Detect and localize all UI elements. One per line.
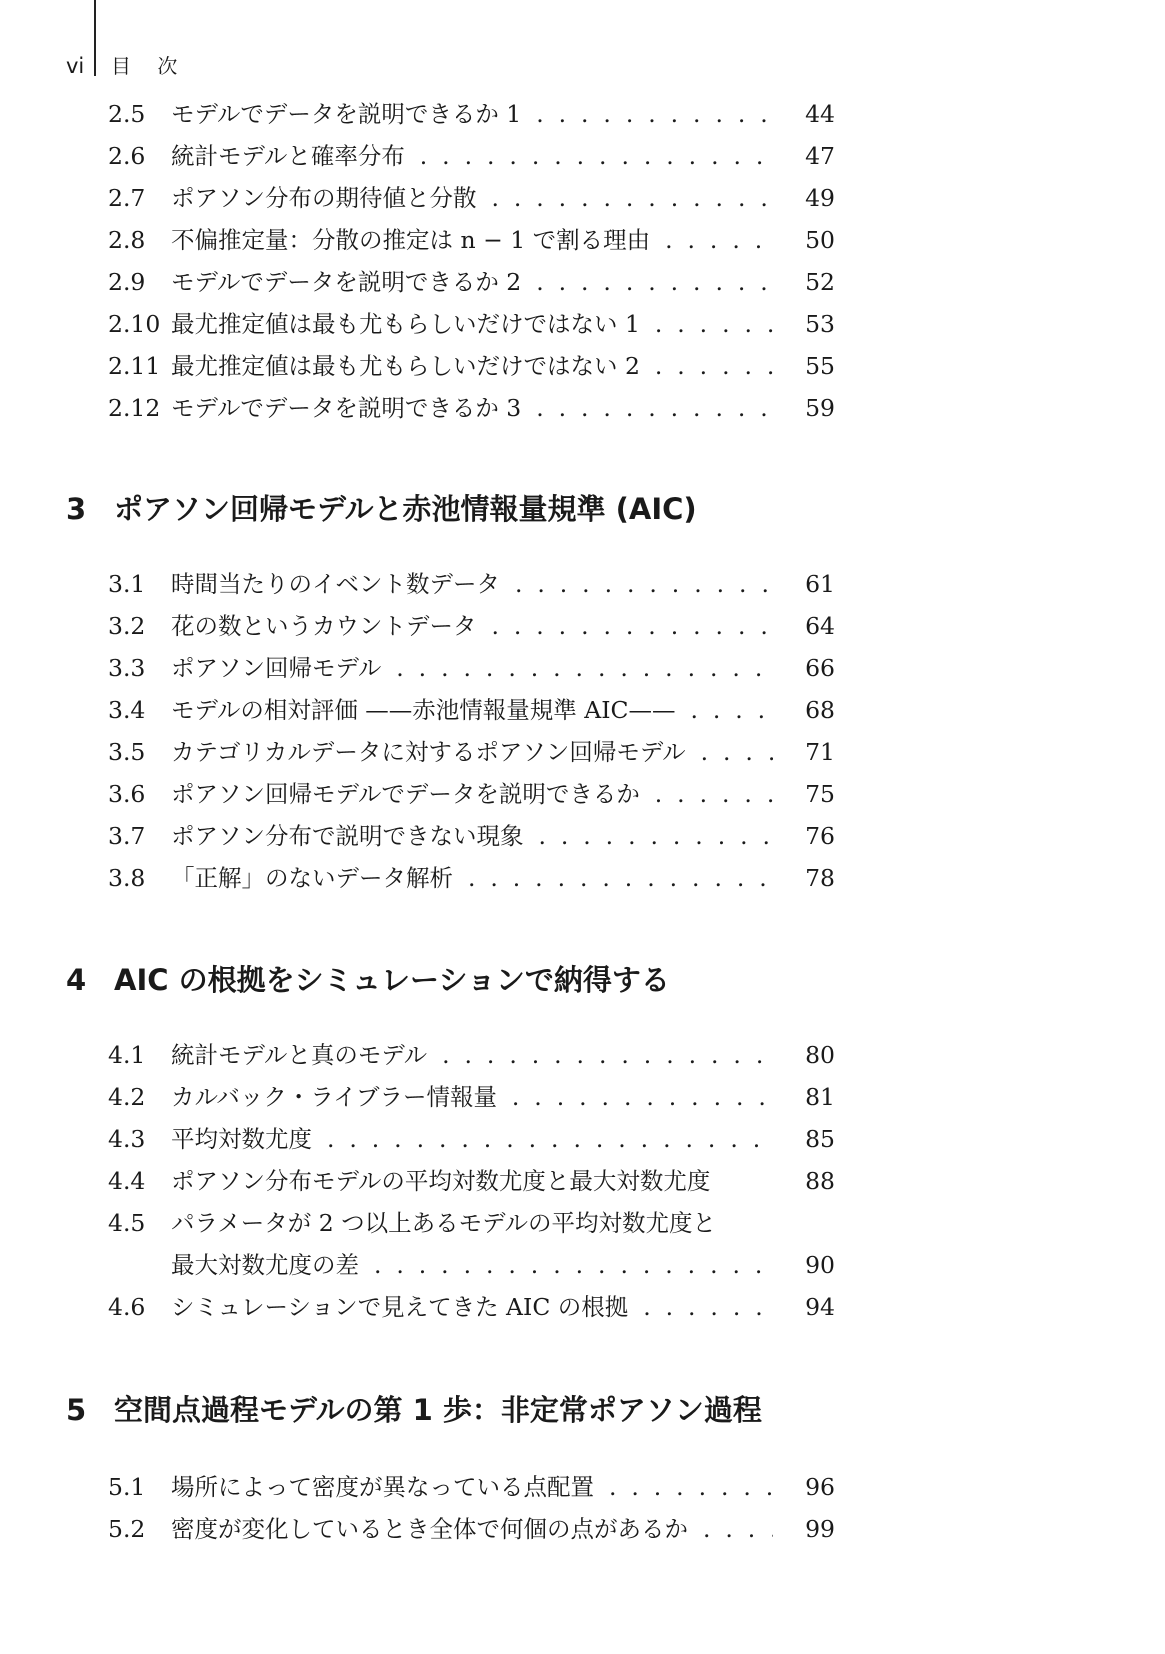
toc-entry[interactable]	[108, 177, 835, 219]
section-number: 3.2	[108, 612, 146, 640]
section-title: モデルでデータを説明できるか 3 . .	[171, 387, 773, 429]
section-title: ポアソン分布モデルの平均対数尤度と最大対数尤度	[171, 1167, 711, 1195]
section-number: 2.9	[108, 268, 146, 296]
section-title: 平均対数尤度 . .	[171, 1118, 773, 1160]
section-title: ポアソン回帰モデル . .	[171, 647, 773, 689]
section-number: 5.2	[108, 1515, 146, 1543]
section-number: 3.6	[108, 780, 146, 808]
page-ref: 85	[805, 1125, 835, 1153]
toc-entry[interactable]	[108, 563, 835, 605]
page-ref: 53	[805, 310, 835, 338]
toc-entry[interactable]	[108, 135, 835, 177]
page-ref: 59	[805, 394, 835, 422]
toc-entry[interactable]	[108, 731, 835, 773]
toc-entry[interactable]	[108, 815, 835, 857]
section-title: ポアソン分布で説明できない現象 . .	[171, 815, 773, 857]
page-ref: 81	[805, 1083, 835, 1111]
toc-entry[interactable]	[108, 303, 835, 345]
running-head: 目 次	[111, 54, 188, 78]
page-ref: 49	[805, 184, 835, 212]
page-ref: 78	[805, 864, 835, 892]
section-title: 花の数というカウントデータ . .	[171, 605, 773, 647]
section-number: 4.1	[108, 1041, 146, 1069]
toc-entry-continuation[interactable]	[108, 1244, 835, 1286]
chapter-number: 4	[66, 963, 87, 997]
section-number: 2.12	[108, 394, 161, 422]
chapter-title: ポアソン回帰モデルと赤池情報量規準 (AIC)	[114, 492, 697, 526]
section-number: 3.7	[108, 822, 146, 850]
section-title: モデルでデータを説明できるか 2 . .	[171, 261, 773, 303]
section-number: 3.5	[108, 738, 146, 766]
toc-entries-chapter-3	[108, 563, 835, 899]
page-ref: 88	[805, 1167, 835, 1195]
section-title: 密度が変化しているとき全体で何個の点があるか . .	[171, 1508, 773, 1550]
page-ref: 47	[805, 142, 835, 170]
toc-entries-chapter-4	[108, 1034, 835, 1328]
section-number: 4.3	[108, 1125, 146, 1153]
section-title: シミュレーションで見えてきた AIC の根拠 . .	[171, 1286, 773, 1328]
page-ref: 80	[805, 1041, 835, 1069]
toc-entry[interactable]	[108, 1508, 835, 1550]
section-number: 4.4	[108, 1167, 146, 1195]
section-title: パラメータが 2 つ以上あるモデルの平均対数尤度と	[171, 1209, 717, 1237]
toc-entry[interactable]	[108, 1076, 835, 1118]
chapter-title: AIC の根拠をシミュレーションで納得する	[114, 963, 670, 997]
page-ref: 71	[805, 738, 835, 766]
page-ref: 90	[805, 1251, 835, 1279]
section-number: 3.3	[108, 654, 146, 682]
toc-entry[interactable]	[108, 1160, 835, 1202]
section-title: モデルの相対評価 ——赤池情報量規準 AIC—— . .	[171, 689, 773, 731]
toc-entry[interactable]	[108, 773, 835, 815]
chapter-heading[interactable]	[66, 487, 697, 528]
toc-entry[interactable]	[108, 857, 835, 899]
page-ref: 66	[805, 654, 835, 682]
section-number: 2.7	[108, 184, 146, 212]
page-ref: 61	[805, 570, 835, 598]
section-title: 不偏推定量：分散の推定は n − 1 で割る理由 . .	[171, 219, 773, 261]
toc-entry[interactable]	[108, 387, 835, 429]
chapter-number: 5	[66, 1393, 87, 1427]
page-ref: 68	[805, 696, 835, 724]
page-ref: 50	[805, 226, 835, 254]
page-ref: 99	[805, 1515, 835, 1543]
section-number: 3.8	[108, 864, 146, 892]
toc-entry[interactable]	[108, 1286, 835, 1328]
section-title: 最大対数尤度の差 . .	[171, 1244, 773, 1286]
toc-entry[interactable]	[108, 1466, 835, 1508]
toc-entry[interactable]	[108, 261, 835, 303]
section-title: モデルでデータを説明できるか 1 . .	[171, 93, 773, 135]
section-number: 2.11	[108, 352, 161, 380]
toc-entries-chapter-2	[108, 93, 835, 429]
page-ref: 96	[805, 1473, 835, 1501]
section-title: 統計モデルと真のモデル . .	[171, 1034, 773, 1076]
section-title: 時間当たりのイベント数データ . .	[171, 563, 773, 605]
page-ref: 94	[805, 1293, 835, 1321]
section-title: 最尤推定値は最も尤もらしいだけではない 1 . .	[171, 303, 773, 345]
chapter-number: 3	[66, 492, 87, 526]
section-number: 2.5	[108, 100, 146, 128]
toc-entry[interactable]	[108, 93, 835, 135]
page-ref: 76	[805, 822, 835, 850]
section-title: 場所によって密度が異なっている点配置 . .	[171, 1466, 773, 1508]
section-title: 「正解」のないデータ解析 . .	[171, 857, 773, 899]
section-number: 2.10	[108, 310, 161, 338]
page-ref: 52	[805, 268, 835, 296]
section-number: 3.1	[108, 570, 146, 598]
toc-entries-chapter-5	[108, 1466, 835, 1550]
section-number: 4.6	[108, 1293, 146, 1321]
section-number: 5.1	[108, 1473, 146, 1501]
toc-entry[interactable]	[108, 1034, 835, 1076]
section-number: 3.4	[108, 696, 146, 724]
toc-entry[interactable]	[108, 605, 835, 647]
toc-entry[interactable]	[108, 1202, 835, 1244]
section-number: 4.2	[108, 1083, 146, 1111]
section-title: ポアソン分布の期待値と分散 . .	[171, 177, 773, 219]
section-title: 最尤推定値は最も尤もらしいだけではない 2 . .	[171, 345, 773, 387]
section-number: 2.6	[108, 142, 146, 170]
chapter-heading[interactable]	[66, 958, 670, 999]
chapter-title: 空間点過程モデルの第 1 歩：非定常ポアソン過程	[114, 1393, 762, 1427]
section-title: カテゴリカルデータに対するポアソン回帰モデル . .	[171, 731, 773, 773]
toc-entry[interactable]	[108, 1118, 835, 1160]
section-number: 2.8	[108, 226, 146, 254]
page-ref: 75	[805, 780, 835, 808]
page-ref: 55	[805, 352, 835, 380]
header-rule	[94, 0, 96, 76]
page-ref: 64	[805, 612, 835, 640]
page-ref: 44	[805, 100, 835, 128]
toc-entry[interactable]	[108, 647, 835, 689]
section-number: 4.5	[108, 1209, 146, 1237]
page-number: vi	[66, 54, 85, 78]
toc-entry[interactable]	[108, 345, 835, 387]
chapter-heading[interactable]	[66, 1388, 762, 1429]
toc-entry[interactable]	[108, 689, 835, 731]
section-title: 統計モデルと確率分布 . .	[171, 135, 773, 177]
toc-entry[interactable]	[108, 219, 835, 261]
section-title: カルバック・ライブラー情報量 . .	[171, 1076, 773, 1118]
section-title: ポアソン回帰モデルでデータを説明できるか . .	[171, 773, 773, 815]
